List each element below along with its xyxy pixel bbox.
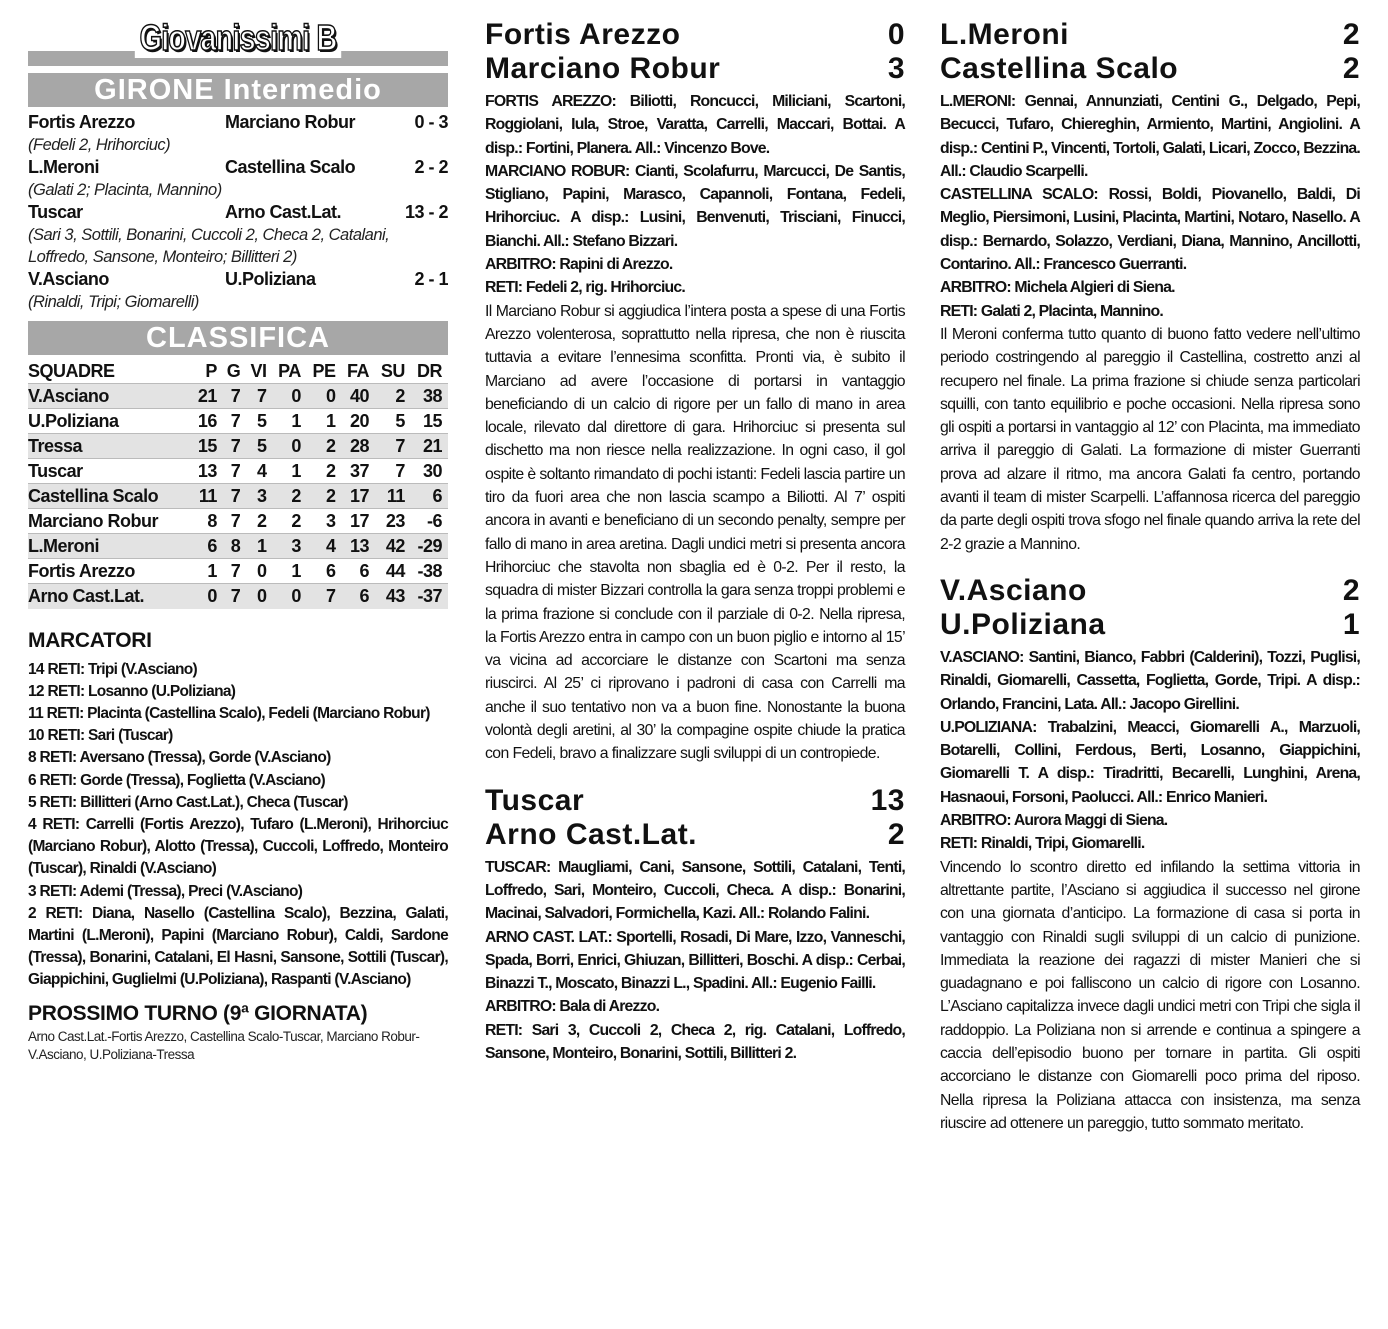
standings-team: Arno Cast.Lat. [28, 584, 193, 609]
result-scorers: (Rinaldi, Tripi; Giomarelli) [28, 293, 199, 311]
next-round-title: PROSSIMO TURNO (9ª GIORNATA) [28, 1001, 368, 1025]
standings-row [28, 434, 448, 459]
standings-cell: 6 [342, 584, 375, 609]
standings-cell: -38 [411, 559, 448, 584]
standings-cell: 37 [342, 459, 375, 484]
standings-cell: 11 [375, 484, 411, 509]
home-team: Fortis Arezzo [28, 112, 135, 132]
standings-body [28, 384, 448, 609]
away-lineup: MARCIANO ROBUR: Cianti, Scolafurru, Marcucci, De Santis, Stigliano, Papini, Marasco, Capannoli, Fontana, Fedeli, Hrihorciuc. A disp.: Lusini, Benvenuti, Trisciani, Finucci, Bianchi. All.: Stefano Bizzari. [485, 162, 905, 250]
standings-cell: 30 [411, 459, 448, 484]
home-team: L.Meroni [940, 18, 1069, 51]
result-scorers: (Fedeli 2, Hrihorciuc) [28, 136, 171, 154]
result-row [28, 268, 448, 291]
standings-col-header: PA [278, 361, 301, 381]
goals: RETI: Rinaldi, Tripi, Giomarelli. [940, 835, 1145, 853]
home-lineup: TUSCAR: Maugliami, Cani, Sansone, Sottili, Catalani, Tenti, Loffredo, Sari, Monteiro, Cuccoli, Checa. A disp.: Bonarini, Macinai, Salvadori, Formichella, Kazi. All.: Rolando Falini. [485, 858, 905, 923]
home-lineup: L.MERONI: Gennai, Annunziati, Centini G., Delgado, Pepi, Becucci, Tufaro, Chiereghin, Armiento, Martini, Angiolini. A disp.: Centini P., Vincenti, Tortoli, Galati, Licari, Zocco, Bezzina. All.: Claudio Scarpelli. [940, 93, 1360, 180]
standings-cell: 7 [223, 459, 246, 484]
scorers-line: 2 RETI: Diana, Nasello (Castellina Scalo), Bezzina, Galati, Martini (L.Meroni), Papini (Marciano Robur), Caldi, Sardone (Tressa), Bonarini, Catalani, El Hasni, Sansone, Sottili (Tuscar), Giappichini, Guglielmi (U.Poliziana), Raspanti (V.Asciano) [28, 904, 448, 989]
standings-cell: 11 [193, 484, 223, 509]
standings-team: Castellina Scalo [28, 484, 193, 509]
standings-team: V.Asciano [28, 384, 193, 409]
standings-col-header: VI [250, 361, 267, 381]
standings-cell: 7 [375, 459, 411, 484]
standings-cell: 3 [307, 509, 342, 534]
away-lineup: U.POLIZIANA: Trabalzini, Meacci, Giomarelli A., Marzuoli, Botarelli, Collini, Ferdous, Berti, Losanno, Giappichini, Giomarelli T. A disp.: Tiradritti, Becarelli, Lunghini, Arena, Hasnaoui, Forsoni, Paolucci. All.: Enrico Manieri. [940, 718, 1360, 806]
scorers-line: 5 RETI: Billitteri (Arno Cast.Lat.), Checa (Tuscar) [28, 793, 348, 811]
match-report: Vincendo lo scontro diretto ed infilando la settima vittoria in altrettante partite, l’Asciano si aggiudica il successo nel girone con una giornata d’anticipo. La formazione di casa si porta in vantaggio con Rinaldi sugli sviluppi di un calcio di punizione. Immediata la reazione dei ragazzi di mister Manieri che si guadagnano e poi falliscono un calcio di rigore con Losanno. L’Asciano capitalizza invece dagli undici metri con Tripi che sigla il raddoppio. La Poliziana non si arrende e continua a spingere a caccia dell’episodio buono per tornare in partita. Gli ospiti accorciano le distanze con Giomarelli poco prima del riposo. Nella ripresa la Poliziana attacca con insistenza, ma senza riuscire ad ottenere un pareggio, tutto sommato meritato. [940, 858, 1360, 1132]
referee: ARBITRO: Michela Algieri di Siena. [940, 279, 1175, 297]
standings-col-header: PE [312, 361, 336, 381]
standings-cell: 15 [411, 409, 448, 434]
scorers-line: 3 RETI: Ademi (Tressa), Preci (V.Asciano) [28, 882, 303, 900]
standings-cell: 1 [246, 534, 272, 559]
standings-cell: 1 [307, 409, 342, 434]
standings-cell: 6 [411, 484, 448, 509]
standings-cell: 0 [273, 584, 307, 609]
results-list [28, 111, 448, 313]
standings-cell: 7 [223, 384, 246, 409]
standings-cell: 2 [273, 484, 307, 509]
standings-cell: 7 [223, 434, 246, 459]
standings-cell: 2 [307, 459, 342, 484]
away-goals: 2 [887, 817, 905, 851]
standings-cell: 0 [246, 584, 272, 609]
standings-cell: -6 [411, 509, 448, 534]
referee: ARBITRO: Rapini di Arezzo. [485, 256, 673, 274]
home-team: Fortis Arezzo [485, 18, 681, 51]
score: 2 - 1 [414, 269, 448, 289]
next-round-text: Arno Cast.Lat.-Fortis Arezzo, Castellina Scalo-Tuscar, Marciano Robur-V.Asciano, U.Poliziana-Tressa [28, 1028, 420, 1062]
standings-team: Tressa [28, 434, 193, 459]
scorers-list [28, 659, 448, 992]
referee: ARBITRO: Bala di Arezzo. [485, 998, 660, 1016]
standings-cell: 5 [375, 409, 411, 434]
standings-cell: 16 [193, 409, 223, 434]
standings-cell: 0 [307, 384, 342, 409]
standings-cell: 6 [307, 559, 342, 584]
match-header [485, 18, 905, 86]
standings-cell: 17 [342, 509, 375, 534]
standings-cell: 6 [193, 534, 223, 559]
left-column [28, 18, 448, 1064]
standings-row [28, 584, 448, 609]
result-scorers: (Galati 2; Placinta, Mannino) [28, 181, 222, 199]
away-team: U.Poliziana [940, 607, 1106, 641]
standings-cell: 0 [273, 434, 307, 459]
match-header [485, 784, 905, 852]
away-team: U.Poliziana [225, 269, 316, 289]
standings-cell: 2 [375, 384, 411, 409]
standings-cell: 21 [411, 434, 448, 459]
standings-col-header: DR [417, 361, 442, 381]
standings-table [28, 359, 448, 609]
away-team: Marciano Robur [225, 112, 356, 132]
home-goals: 0 [887, 18, 905, 51]
standings-cell: 1 [273, 559, 307, 584]
standings-cell: 8 [223, 534, 246, 559]
standings-cell: 0 [193, 584, 223, 609]
goals: RETI: Sari 3, Cuccoli 2, Checa 2, rig. Catalani, Loffredo, Sansone, Monteiro, Bonarini, Sottili, Billitteri 2. [485, 1021, 905, 1062]
standings-team: Fortis Arezzo [28, 559, 193, 584]
away-goals: 3 [887, 52, 905, 85]
standings-cell: 2 [273, 509, 307, 534]
standings-header [28, 359, 448, 384]
standings-row [28, 484, 448, 509]
standings-cell: 13 [193, 459, 223, 484]
match-header [940, 574, 1360, 642]
standings-col-header: G [226, 361, 241, 381]
standings-cell: 7 [246, 384, 272, 409]
away-team: Arno Cast.Lat. [485, 817, 698, 851]
scorers-line: 6 RETI: Gorde (Tressa), Foglietta (V.Asciano) [28, 771, 325, 789]
match-report: Il Meroni conferma tutto quanto di buono fatto vedere nell’ultimo periodo costringendo al pareggio il Castellina, costretto anzi al recupero nel finale. La prima frazione si chiude senza particolari squilli, con tanto equilibrio e poche occasioni. Nella ripresa sono gli ospiti a portarsi in vantaggio al 12’ con Placinta, ma immediato arriva il pareggio di Galati. La formazione di mister Guerranti prova ad alzare il ritmo, ma ancora Galati fa centro, portando avanti il team di mister Scarpelli. L’affannosa ricerca del pareggio da parte degli ospiti trova sfogo nel finale quando arriva la rete del 2-2 grazie a Mannino. [940, 325, 1360, 553]
scorers-line: 12 RETI: Losanno (U.Poliziana) [28, 682, 236, 700]
standings-cell: 3 [246, 484, 272, 509]
standings-col-header: P [205, 361, 217, 381]
standings-team: U.Poliziana [28, 409, 193, 434]
result-row [28, 111, 448, 134]
away-goals: 2 [1342, 52, 1360, 85]
standings-col-header: SU [380, 361, 405, 381]
category-title [28, 18, 448, 66]
scorers-line: 11 RETI: Placinta (Castellina Scalo), Fedeli (Marciano Robur) [28, 704, 430, 722]
standings-cell: 4 [307, 534, 342, 559]
standings-cell: 7 [223, 584, 246, 609]
category-label: Giovanissimi B [135, 18, 341, 58]
home-team: V.Asciano [940, 573, 1087, 607]
standings-row [28, 509, 448, 534]
scorers-line: 4 RETI: Carrelli (Fortis Arezzo), Tufaro (L.Meroni), Hrihorciuc (Marciano Robur), Alotto (Tressa), Cuccoli, Loffredo, Monteiro (Tuscar), Rinaldi (V.Asciano) [28, 815, 448, 878]
home-goals: 13 [870, 783, 905, 817]
away-team: Arno Cast.Lat. [225, 202, 342, 222]
standings-cell: 5 [246, 434, 272, 459]
standings-team: Marciano Robur [28, 509, 193, 534]
scorers-title: MARCATORI [28, 628, 152, 652]
away-team: Castellina Scalo [940, 52, 1179, 85]
standings-cell: 20 [342, 409, 375, 434]
standings-cell: 0 [273, 384, 307, 409]
score: 2 - 2 [414, 157, 448, 177]
standings-row [28, 384, 448, 409]
standings-cell: 42 [375, 534, 411, 559]
standings-row [28, 409, 448, 434]
standings-cell: 23 [375, 509, 411, 534]
standings-cell: 1 [193, 559, 223, 584]
standings-cell: 2 [307, 484, 342, 509]
standings-cell: 28 [342, 434, 375, 459]
standings-cell: 7 [375, 434, 411, 459]
standings-team: Tuscar [28, 459, 193, 484]
scorers-line: 10 RETI: Sari (Tuscar) [28, 727, 173, 745]
match-header [940, 18, 1360, 86]
standings-cell: 7 [223, 409, 246, 434]
standings-cell: 38 [411, 384, 448, 409]
standings-cell: 2 [307, 434, 342, 459]
home-team: Tuscar [485, 783, 585, 817]
standings-team: L.Meroni [28, 534, 193, 559]
standings-row [28, 559, 448, 584]
away-goals: 1 [1342, 607, 1360, 641]
away-lineup: ARNO CAST. LAT.: Sportelli, Rosadi, Di Mare, Izzo, Vanneschi, Spada, Borri, Enrici, Ghiuzan, Billitteri, Boschi. A disp.: Cerbai, Binazzi T., Moscato, Binazzi L., Spadini. All.: Eugenio Failli. [485, 928, 905, 993]
away-team: Castellina Scalo [225, 157, 356, 177]
result-row [28, 156, 448, 179]
standings-cell: 0 [246, 559, 272, 584]
standings-title: CLASSIFICA [28, 321, 448, 355]
standings-cell: 6 [342, 559, 375, 584]
scorers-line: 8 RETI: Aversano (Tressa), Gorde (V.Asciano) [28, 749, 331, 767]
standings-cell: 40 [342, 384, 375, 409]
goals: RETI: Galati 2, Placinta, Mannino. [940, 302, 1163, 320]
standings-row [28, 534, 448, 559]
standings-cell: 8 [193, 509, 223, 534]
standings-col-header: FA [346, 361, 369, 381]
home-goals: 2 [1342, 18, 1360, 51]
away-lineup: CASTELLINA SCALO: Rossi, Boldi, Piovanello, Baldi, Di Meglio, Piersimoni, Lusini, Placinta, Martini, Notaro, Nasello. A disp.: Bernardo, Solazzo, Verdiani, Diana, Mannino, Ancillotti, Contarino. All.: Francesco Guerranti. [940, 186, 1360, 274]
standings-cell: 3 [273, 534, 307, 559]
scorers-line: 14 RETI: Tripi (V.Asciano) [28, 660, 197, 678]
away-team: Marciano Robur [485, 52, 721, 85]
home-lineup: FORTIS AREZZO: Biliotti, Roncucci, Miliciani, Scartoni, Roggiolani, Iula, Stroe, Varatta, Carrelli, Maccari, Bottai. A disp.: Fortini, Planera. All.: Vincenzo Bove. [485, 93, 905, 157]
home-lineup: V.ASCIANO: Santini, Bianco, Fabbri (Calderini), Tozzi, Puglisi, Rinaldi, Giomarelli, Cassetta, Foglietta, Gorde, Tripi. A disp.: Orlando, Francini, Lata. All.: Jacopo Girellini. [940, 648, 1360, 713]
match-report: Il Marciano Robur si aggiudica l’intera posta a spese di una Fortis Arezzo volenterosa, soprattutto nella ripresa, che non è riuscita tuttavia a evitare l’ennesima sconfitta. Pronti via, è subito il Marciano ad avere l’occasione di portarsi in vantaggio beneficiando di un calcio di rigore per un fallo di mano in area locale, rilevato dal direttore di gara. Hrihorciuc si presenta sul dischetto ma non riesce nella realizzazione. In ogni caso, il gol ospite è soltanto rimandato di pochi istanti: Fedeli lascia partire un tiro da fuori area che non lascia scampo a Biliotti. Al 7’ ospiti ancora in avanti e beneficiano di un secondo penalty, sempre per fallo di mano in area aretina. Dagli undici metri si presenta ancora Hrihorciuc che stavolta non sbaglia ed è 0-2. Per il resto, la squadra di mister Bizzari controlla la gara senza troppi problemi e la prima frazione si conclude con il parziale di 0-2. Nella ripresa, la Fortis Arezzo entra in campo con un buon piglio e intorno al 15’ va vicina ad accorciare le distanze con Scartoni ma senza riuscirci. Al 25’ ci riprovano i padroni di casa con Carrelli ma anche il suo tentativo non va a buon fine. Nonostante la buona volontà degli aretini, al 30’ la compagine ospite chiude la pratica con Fedeli, bravo a finalizzare sugli sviluppi di un contropiede. [485, 302, 905, 763]
standings-cell: 4 [246, 459, 272, 484]
standings-cell: 7 [223, 509, 246, 534]
standings-cell: 7 [223, 484, 246, 509]
right-column [940, 18, 1360, 1135]
standings-cell: 17 [342, 484, 375, 509]
result-scorers: (Sari 3, Sottili, Bonarini, Cuccoli 2, Checa 2, Catalani, Loffredo, Sansone, Monteiro; Billitteri 2) [28, 226, 390, 266]
standings-cell: -37 [411, 584, 448, 609]
standings-cell: -29 [411, 534, 448, 559]
group-title: GIRONE Intermedio [28, 73, 448, 107]
score: 13 - 2 [404, 202, 448, 222]
standings-cell: 21 [193, 384, 223, 409]
standings-cell: 13 [342, 534, 375, 559]
standings-cell: 43 [375, 584, 411, 609]
standings-cell: 1 [273, 409, 307, 434]
score: 0 - 3 [414, 112, 448, 132]
standings-col-header: SQUADRE [28, 361, 115, 381]
standings-cell: 2 [246, 509, 272, 534]
standings-cell: 5 [246, 409, 272, 434]
standings-cell: 7 [223, 559, 246, 584]
home-goals: 2 [1342, 573, 1360, 607]
standings-cell: 44 [375, 559, 411, 584]
home-team: L.Meroni [28, 157, 99, 177]
standings-row [28, 459, 448, 484]
result-row [28, 201, 448, 224]
referee: ARBITRO: Aurora Maggi di Siena. [940, 812, 1168, 830]
home-team: Tuscar [28, 202, 83, 222]
middle-column [485, 18, 905, 1065]
standings-cell: 1 [273, 459, 307, 484]
goals: RETI: Fedeli 2, rig. Hrihorciuc. [485, 279, 685, 297]
home-team: V.Asciano [28, 269, 109, 289]
standings-cell: 7 [307, 584, 342, 609]
standings-cell: 15 [193, 434, 223, 459]
